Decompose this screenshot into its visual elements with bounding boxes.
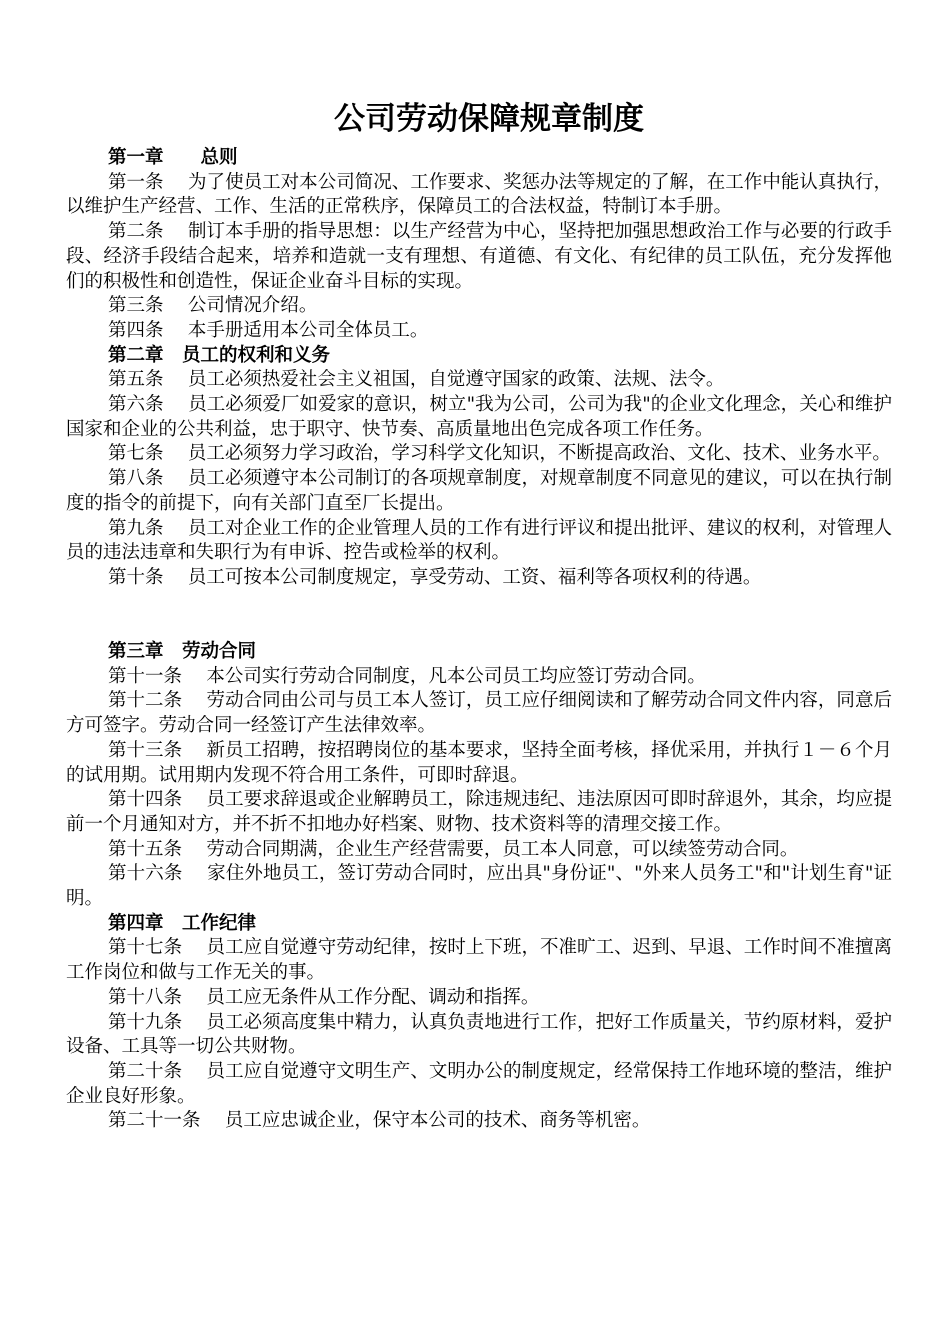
article-text: 员工可按本公司制度规定，享受劳动、工资、福利等各项权利的待遇。 — [187, 566, 762, 588]
article-number: 第三条 — [108, 295, 164, 317]
article-number: 第八条 — [108, 468, 164, 490]
article-text: 员工应自觉遵守劳动纪律，按时上下班，不准旷工、迟到、早退、工作时间不准擅离工作岗位和做与工作无关的事。 — [66, 937, 892, 984]
article-text: 员工必须努力学习政治，学习科学文化知识，不断提高政治、文化、技术、业务水平。 — [187, 443, 891, 465]
article — [66, 1109, 892, 1134]
chapter-heading: 第二章 员工的权利和义务 — [108, 344, 331, 366]
article-number: 第十九条 — [108, 1011, 183, 1033]
article — [66, 1060, 892, 1109]
article — [66, 862, 892, 911]
article — [66, 368, 892, 393]
article-text: 本手册适用本公司全体员工。 — [187, 319, 429, 341]
article-number: 第十三条 — [108, 739, 183, 761]
article — [66, 171, 892, 220]
article-number: 第一条 — [108, 171, 164, 193]
article-text: 为了使员工对本公司简况、工作要求、奖惩办法等规定的了解，在工作中能认真执行，以维护生产经营、工作、生活的正常秩序，保障员工的合法权益，特制订本手册。 — [66, 171, 892, 218]
article-number: 第十二条 — [108, 690, 183, 712]
article-number: 第二十条 — [108, 1061, 183, 1082]
article-text: 家住外地员工，签订劳动合同时，应出具"身份证"、"外来人员务工"和"计划生育"证明。 — [66, 863, 892, 910]
article-number: 第十六条 — [108, 863, 183, 885]
document-page — [66, 92, 892, 1134]
article-text: 员工应自觉遵守文明生产、文明办公的制度规定，经常保持工作地环境的整洁，维护企业良好形象。 — [66, 1061, 892, 1107]
chapter-heading: 第三章 劳动合同 — [108, 641, 257, 663]
article-number: 第十一条 — [108, 665, 183, 687]
article-number: 第十八条 — [108, 986, 183, 1008]
article — [66, 442, 892, 467]
article-number: 第九条 — [108, 517, 164, 539]
article-text: 员工必须热爱社会主义祖国，自觉遵守国家的政策、法规、法令。 — [187, 369, 725, 391]
article-number: 第四条 — [108, 319, 164, 341]
article-number: 第五条 — [108, 369, 164, 391]
chapter-heading: 第四章 工作纪律 — [108, 912, 257, 934]
article — [66, 393, 892, 442]
article-number: 第十条 — [108, 566, 164, 588]
article-text: 本公司实行劳动合同制度，凡本公司员工均应签订劳动合同。 — [206, 665, 706, 687]
article-number: 第十七条 — [108, 937, 183, 959]
article — [66, 788, 892, 837]
article — [66, 319, 892, 344]
article — [66, 566, 892, 591]
article — [66, 467, 892, 516]
article-text: 员工必须爱厂如爱家的意识，树立"我为公司，公司为我"的企业文化理念，关心和维护国家和企业的公共利益，忠于职守、快节奏、高质量地出色完成各项工作任务。 — [66, 394, 892, 440]
article — [66, 220, 892, 294]
article — [66, 986, 892, 1011]
article-number: 第十五条 — [108, 838, 183, 860]
article-text: 新员工招聘，按招聘岗位的基本要求，坚持全面考核，择优采用，并执行１－６个月的试用期。试用期内发现不符合用工条件，可即时辞退。 — [66, 739, 892, 786]
article-text: 制订本手册的指导思想：以生产经营为中心，坚持把加强思想政治工作与必要的行政手段、经济手段结合起来，培养和造就一支有理想、有道德、有文化、有纪律的员工队伍，充分发挥他们的积极性和创造性，保证企业奋斗目标的实现。 — [66, 221, 892, 292]
article — [66, 665, 892, 690]
article — [66, 1011, 892, 1060]
article-number: 第十四条 — [108, 789, 183, 811]
article-number: 第二十一条 — [108, 1110, 201, 1132]
article-text: 员工必须高度集中精力，认真负责地进行工作，把好工作质量关，节约原材料，爱护设备、工具等一切公共财物。 — [66, 1011, 892, 1058]
article-text: 劳动合同由公司与员工本人签订，员工应仔细阅读和了解劳动合同文件内容，同意后方可签字。劳动合同一经签订产生法律效率。 — [66, 690, 892, 737]
article-text: 劳动合同期满，企业生产经营需要，员工本人同意，可以续签劳动合同。 — [206, 838, 799, 860]
article — [66, 739, 892, 788]
article-text: 员工必须遵守本公司制订的各项规章制度，对规章制度不同意见的建议，可以在执行制度的指令的前提下，向有关部门直至厂长提出。 — [66, 468, 892, 514]
article — [66, 838, 892, 863]
article-number: 第六条 — [108, 394, 164, 416]
article-text: 员工要求辞退或企业解聘员工，除违规违纪、违法原因可即时辞退外，其余，均应提前一个月通知对方，并不折不扣地办好档案、财物、技术资料等的清理交接工作。 — [66, 789, 892, 835]
chapter-heading: 第一章 总则 — [108, 147, 238, 168]
article-number: 第七条 — [108, 443, 164, 465]
article — [66, 294, 892, 319]
article-number: 第二条 — [108, 221, 164, 243]
article-text: 员工对企业工作的企业管理人员的工作有进行评议和提出批评、建议的权利，对管理人员的违法违章和失职行为有申诉、控告或检举的权利。 — [66, 517, 892, 564]
article — [66, 689, 892, 738]
article — [66, 936, 892, 985]
article — [66, 517, 892, 566]
article-text: 员工应无条件从工作分配、调动和指挥。 — [206, 986, 540, 1008]
section-spacer — [66, 591, 892, 640]
article-text: 员工应忠诚企业，保守本公司的技术、商务等机密。 — [224, 1110, 651, 1132]
article-text: 公司情况介绍。 — [187, 295, 318, 317]
document-title: 公司劳动保障规章制度 — [334, 101, 644, 137]
